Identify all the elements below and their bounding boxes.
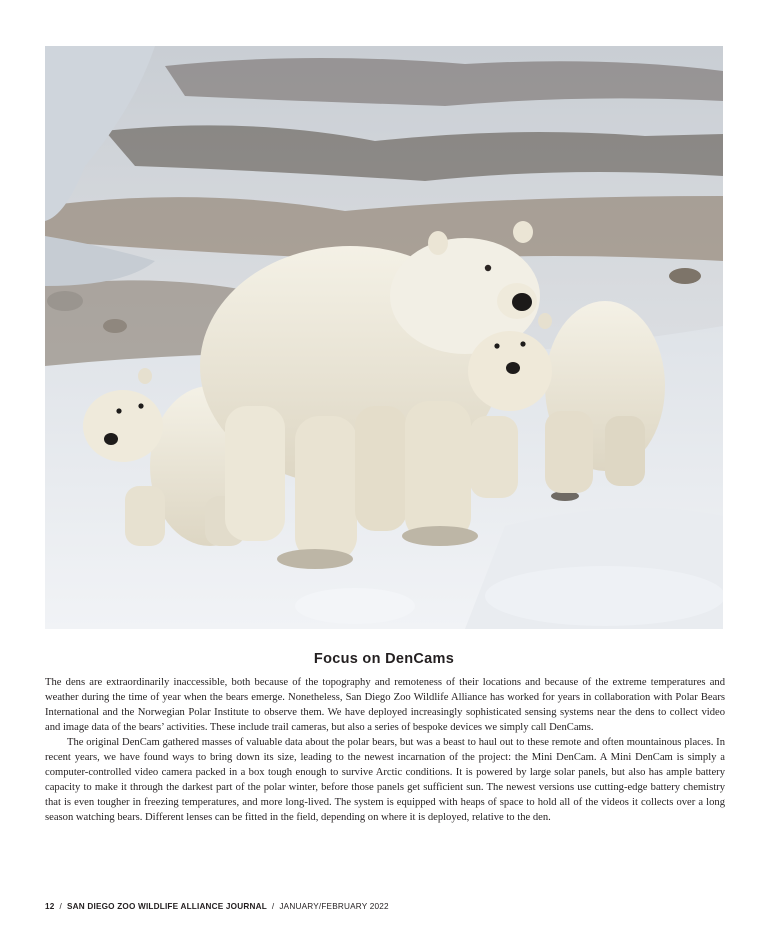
page-footer [45,902,389,911]
section-heading: Focus on DenCams [313,651,455,667]
page-number: 12 [45,902,55,911]
paragraph-2: The original DenCam gathered masses of valuable data about the polar bears, but was a beast to haul out to these remote and often mountainous places. In recent years, we have found ways to bring down its size, leading to the newest incarnation of the project: the Mini DenCam. A Mini DenCam is simply a computer-controlled video camera packed in a box tough enough to survive Arctic conditions. It is powered by large solar panels, but also has ample battery capacity to make it through the darkest part of the polar winter, before those panels get sufficient sun. The newest versions use cutting-edge battery chemistry that is even tougher in freezing temperatures, and more long-lived. The system is equipped with heaps of space to hold all of the videos it collects over a long season watching bears. Different lenses can be fitted in the field, depending on where it is deployed, relative to the den. [45,737,725,823]
polar-bears-illustration [45,46,723,629]
paragraph-1: The dens are extraordinarily inaccessible, both because of the topography and remoteness of their locations and because of the extreme temperatures and weather during the time of year when the bears emerge. Nonetheless, San Diego Zoo Wildlife Alliance has worked for years in collaboration with Polar Bears International and the Norwegian Polar Institute to observe them. We have deployed increasingly sophisticated sensing systems near the dens to collect video and image data of the bears’ activities. These include trail cameras, but also a series of bespoke devices we simply call DenCams. [45,677,725,733]
issue-date: JANUARY/FEBRUARY 2022 [279,902,389,911]
polar-bear-photo [45,46,723,629]
article-body [45,675,725,825]
footer-separator-1: / [59,902,62,911]
journal-name: SAN DIEGO ZOO WILDLIFE ALLIANCE JOURNAL [67,902,267,911]
footer-separator-2: / [271,902,275,911]
